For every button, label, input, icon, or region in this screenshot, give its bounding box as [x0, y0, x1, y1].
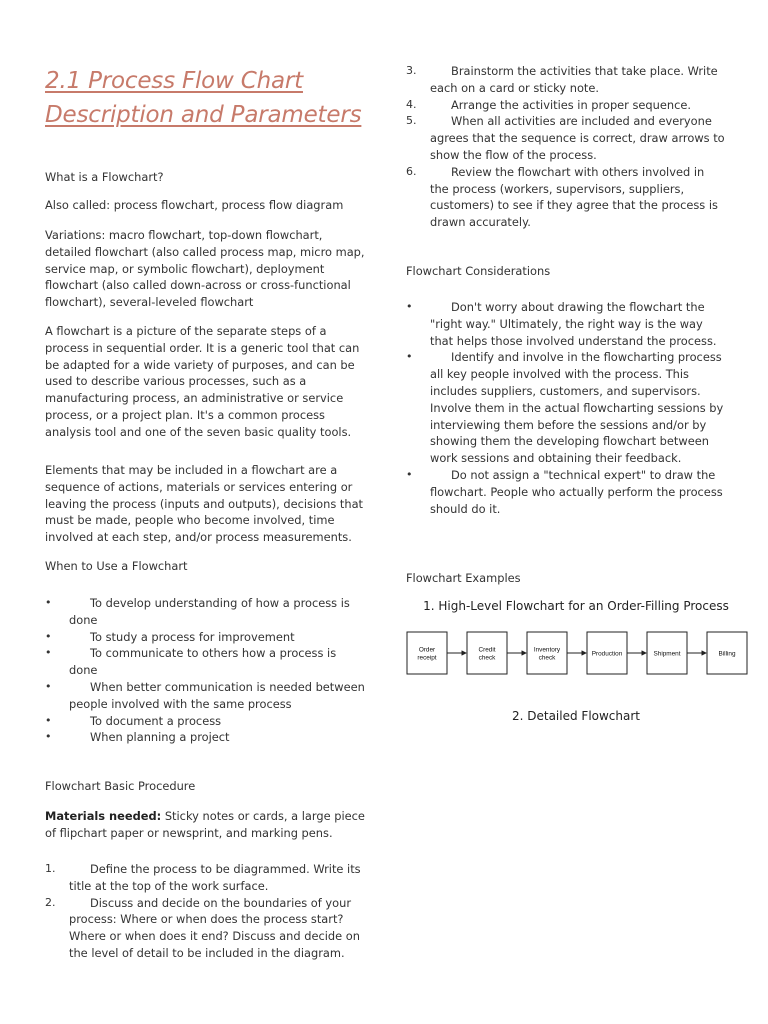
list-item-text: To document a process — [90, 713, 222, 728]
step-text: When all activities are included and everyone agrees that the sequence is correct, draw arrows to show the flow of the process. — [430, 114, 725, 162]
procedure-step — [45, 895, 365, 962]
basic-procedure-heading: Flowchart Basic Procedure — [45, 779, 196, 793]
list-item — [406, 299, 726, 349]
bullet-icon: • — [406, 300, 413, 313]
bullet-icon: • — [45, 730, 52, 744]
list-item-text: To communicate to others how a process is done — [69, 646, 337, 678]
list-item — [406, 349, 726, 467]
when-to-use-heading: When to Use a Flowchart — [45, 559, 188, 573]
step-number: 2. — [45, 895, 56, 909]
flow-step-label: check — [538, 654, 556, 662]
flow-step-label: Order — [418, 646, 436, 654]
list-item — [45, 679, 365, 713]
list-item-text: Don't worry about drawing the flowchart the "right way." Ultimately, the right way is the way that helps those involved understand the process. — [430, 300, 717, 348]
procedure-step — [406, 63, 726, 97]
list-item — [45, 629, 365, 646]
flow-step-label: Credit — [478, 646, 496, 654]
procedure-step — [406, 113, 726, 163]
list-item — [406, 467, 726, 517]
procedure-step — [406, 164, 726, 231]
step-number: 1. — [45, 862, 56, 875]
list-item-text: When planning a project — [90, 730, 230, 745]
step-text: Arrange the activities in proper sequence. — [451, 97, 691, 112]
step-number: 5. — [406, 114, 417, 128]
list-item — [45, 729, 365, 746]
flow-step-label: check — [478, 654, 496, 662]
list-item-text: When better communication is needed between people involved with the same process — [69, 679, 365, 711]
procedure-step — [45, 861, 365, 895]
list-item-text: Do not assign a "technical expert" to draw the flowchart. People who actually perform the process should do it. — [430, 467, 723, 516]
bullet-icon: • — [45, 629, 52, 643]
list-item — [45, 645, 365, 679]
variations-text: Variations: macro flowchart, top-down flowchart, detailed flowchart (also called process map, micro map, service map, or symbolic flowchart), deployment flowchart (also called down-across or cross-functional flowchart), several-leveled flowchart — [45, 228, 365, 310]
flow-step-label: Production — [591, 650, 623, 658]
bullet-icon: • — [406, 350, 413, 364]
order-filling-flowchart — [406, 630, 748, 676]
step-number: 3. — [406, 64, 417, 77]
bullet-icon: • — [406, 467, 413, 481]
procedure-list-right — [406, 63, 726, 231]
materials-text: Sticky notes or cards, a large piece of flipchart paper or newsprint, and marking pens. — [45, 809, 365, 840]
when-to-use-list — [45, 595, 365, 746]
bullet-icon: • — [45, 646, 52, 660]
step-text: Brainstorm the activities that take place. Write each on a card or sticky note. — [430, 64, 718, 95]
bullet-icon: • — [45, 596, 52, 609]
flow-step-label: Shipment — [653, 650, 681, 658]
examples-heading: Flowchart Examples — [406, 571, 521, 585]
list-item-text: To study a process for improvement — [90, 629, 295, 644]
materials-paragraph — [45, 808, 365, 842]
bullet-icon: • — [45, 679, 52, 693]
step-number: 6. — [406, 164, 417, 178]
step-text: Review the flowchart with others involved in the process (workers, supervisors, suppliers, customers) to see if they agree that the process is drawn accurately. — [430, 164, 718, 230]
also-called-text: Also called: process flowchart, process flow diagram — [45, 198, 344, 212]
considerations-list — [406, 299, 726, 517]
step-text: Discuss and decide on the boundaries of your process: Where or when does the process start? Where or when does it end? Discuss and decide on the level of detail to be included in the diagram. — [69, 895, 360, 960]
procedure-step — [406, 97, 726, 114]
step-number: 4. — [406, 97, 417, 111]
example1-caption: 1. High-Level Flowchart for an Order-Filling Process — [423, 599, 729, 613]
list-item-text: To develop understanding of how a process is done — [69, 596, 350, 627]
considerations-heading: Flowchart Considerations — [406, 264, 551, 278]
list-item — [45, 595, 365, 629]
list-item-text: Identify and involve in the flowcharting process all key people involved with the process. This includes suppliers, customers, and supervisors. Involve them in the actual flowcharting sessions by interviewing them before the sessions and/or by showing them the developing flowchart between work sessions and obtaining their feedback. — [430, 350, 724, 466]
flow-step-label: Billing — [718, 650, 736, 658]
procedure-list-left — [45, 861, 365, 962]
definition-text: A flowchart is a picture of the separate steps of a process in sequential order. It is a generic tool that can be adapted for a wide variety of purposes, and can be used to describe various processes, such as a manufacturing process, an administrative or service process, or a project plan. It's a common process analysis tool and one of the seven basic quality tools. — [45, 324, 360, 439]
what-is-heading: What is a Flowchart? — [45, 170, 164, 184]
example2-caption: 2. Detailed Flowchart — [511, 709, 640, 723]
list-item — [45, 713, 365, 730]
page-title: 2.1 Process Flow Chart Description and Parameters — [45, 68, 362, 128]
materials-label: Materials needed: — [45, 809, 162, 823]
flow-step-label: Inventory — [533, 646, 561, 654]
bullet-icon: • — [45, 713, 52, 727]
flow-step-label: receipt — [417, 654, 437, 662]
elements-text: Elements that may be included in a flowchart are a sequence of actions, materials or services entering or leaving the process (inputs and outputs), decisions that must be made, people who become involved, time involved at each step, and/or process measurements. — [45, 463, 364, 545]
step-text: Define the process to be diagrammed. Write its title at the top of the work surface. — [69, 862, 361, 893]
